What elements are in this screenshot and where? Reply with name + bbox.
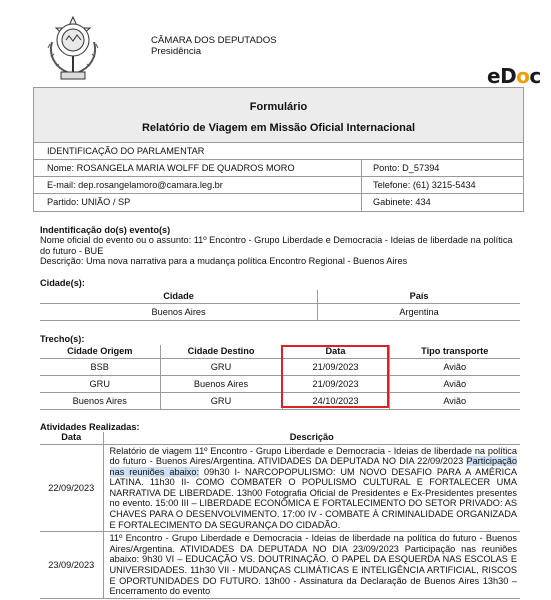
table-row [40, 444, 520, 532]
col-activity-desc: Descrição [103, 432, 520, 444]
cities-label: Cidade(s): [40, 278, 85, 288]
table-row [40, 358, 520, 375]
table-row [40, 303, 520, 320]
col-data: Data [282, 345, 389, 358]
trecho-table [40, 345, 520, 410]
cell-destino: GRU [160, 358, 282, 375]
col-origem: Cidade Origem [40, 345, 160, 358]
event-label: Indentificação do(s) evento(s) [40, 225, 171, 235]
cell-destino: Buenos Aires [160, 375, 282, 392]
cities-section [40, 278, 520, 288]
selected-text: Participação nas reuniões abaixo: [109, 456, 517, 477]
form-title-area [34, 88, 523, 143]
cell-transporte: Avião [389, 358, 520, 375]
cell-cidade: Buenos Aires [40, 303, 318, 320]
activities-table [40, 432, 520, 599]
cell-data: 21/09/2023 [282, 358, 389, 375]
trecho-label: Trecho(s): [40, 334, 85, 344]
parlamentar-gabinete: Gabinete: 434 [373, 197, 431, 207]
form-box [33, 87, 524, 212]
edoc-logo: eDoc [487, 64, 541, 88]
trecho-section [40, 334, 520, 344]
table-row [40, 392, 520, 409]
activity-description: 11º Encontro - Grupo Liberdade e Democracia - Ideias de liberdade na política do futuro - Buenos Aires/Argentina. ATIVIDADES DA DEPUTADA NO DIA 23/09/2023 Participação nas reuniões abaixo: 9h30 VI – EDUCAÇÃO VS. DOUTRINAÇÃO. O PAPEL DA ESQUERDA NAS ESCOLAS E UNIVERSIDADES. 11h30 VII - MUDANÇAS CLIMÁTICAS E INTELIGÊNCIA ARTIFICIAL, RISCOS E OPORTUNIDADES DO FUTURO. 13h00 - Assinatura da Declaração de Buenos Aires 13h30 – Encerramento do evento [103, 532, 520, 599]
parlamentar-name: Nome: ROSANGELA MARIA WOLFF DE QUADROS MORO [34, 160, 362, 176]
col-destino: Cidade Destino [160, 345, 282, 358]
col-pais: País [318, 290, 520, 303]
parlamentar-telefone: Telefone: (61) 3215-5434 [373, 180, 476, 190]
form-title: Formulário [249, 101, 308, 113]
event-section [40, 225, 520, 267]
activity-date: 22/09/2023 [40, 444, 103, 532]
cell-transporte: Avião [389, 375, 520, 392]
parlamentar-ponto: Ponto: D_57394 [373, 163, 440, 173]
col-cidade: Cidade [40, 290, 318, 303]
cell-origem: Buenos Aires [40, 392, 160, 409]
col-transporte: Tipo transporte [389, 345, 520, 358]
cell-data: 24/10/2023 [282, 392, 389, 409]
cities-table [40, 290, 520, 321]
event-description: Descrição: Uma nova narrativa para a mudança política Encontro Regional - Buenos Aires [40, 256, 408, 266]
parlamentar-email: E-mail: dep.rosangelamoro@camara.leg.br [34, 177, 362, 193]
date-highlight-box [281, 345, 389, 408]
col-activity-date: Data [40, 432, 103, 444]
activity-description: Relatório de viagem 11º Encontro - Grupo Liberdade e Democracia - Ideias de liberdade na política do futuro - Buenos Aires/Argentina. ATIVIDADES DA DEPUTADA NO DIA 22/09/2023 Participação nas reuniões abaixo: 09h30 I- NARCOPOPULISMO: UM NOVO DESAFIO PARA A AMÉRICA LATINA. 11h30 II- COMO COMBATER O POPULISMO CULTURAL E FORTALECER UMA NARRATIVA DE LIBERDADE. 13h00 Fotografia Oficial de Presidentes e Ex-Presidentes presentes no evento. 15:00 III – LIBERDADE ECONÔMICA E FORTALECIMENTO DO SETOR PRIVADO: AS CHAVES PARA O DESENVOLVIMENTO. 17:00 IV - COMBATE À CRIMINALIDADE ORGANIZADA E FORTALECIMENTO DA SEGURANÇA DO CIDADÃO. [103, 444, 520, 532]
cell-transporte: Avião [389, 392, 520, 409]
activities-label: Atividades Realizadas: [40, 422, 140, 432]
cell-origem: GRU [40, 375, 160, 392]
activities-section [40, 422, 520, 432]
table-row [40, 375, 520, 392]
cell-origem: BSB [40, 358, 160, 375]
parlamentar-partido: Partido: UNIÃO / SP [34, 194, 362, 211]
event-name: Nome oficial do evento ou o assunto: 11º Encontro - Grupo Liberdade e Democracia - Ideias de liberdade na política do futuro - BUE [40, 235, 513, 256]
section-heading: IDENTIFICAÇÃO DO PARLAMENTAR [47, 146, 205, 156]
institution-department: Presidência [151, 46, 202, 57]
table-row [40, 532, 520, 599]
cell-pais: Argentina [318, 303, 520, 320]
cell-data: 21/09/2023 [282, 375, 389, 392]
header-institution [151, 35, 277, 57]
cell-destino: GRU [160, 392, 282, 409]
form-subtitle: Relatório de Viagem em Missão Oficial Internacional [141, 122, 416, 134]
institution-name: CÂMARA DOS DEPUTADOS [151, 35, 277, 46]
activity-date: 23/09/2023 [40, 532, 103, 599]
coat-of-arms-logo [44, 14, 102, 84]
